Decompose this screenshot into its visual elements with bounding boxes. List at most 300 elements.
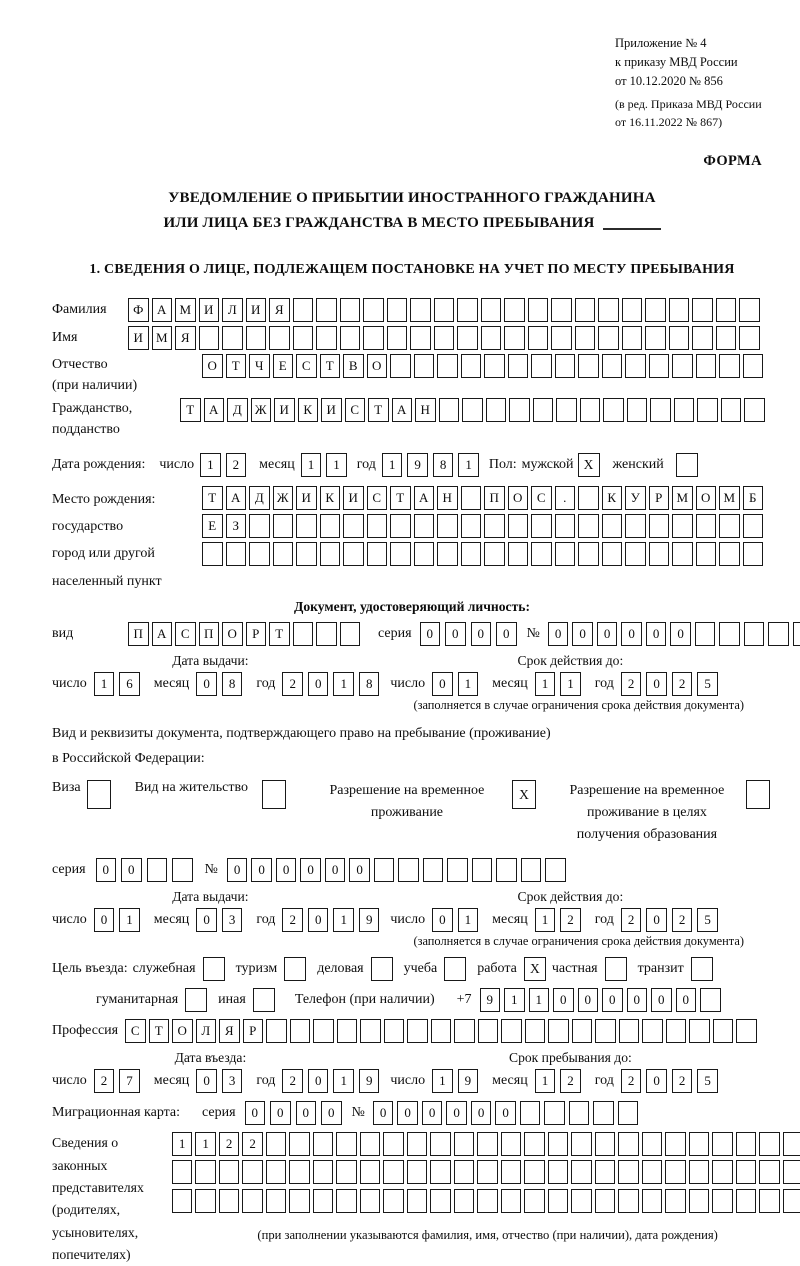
char-cell[interactable]: [700, 988, 721, 1012]
char-cell[interactable]: [575, 298, 596, 322]
char-cell[interactable]: Р: [243, 1019, 264, 1043]
char-cell[interactable]: [602, 514, 623, 538]
char-cell[interactable]: [743, 354, 764, 378]
char-cell[interactable]: Т: [368, 398, 389, 422]
char-cell[interactable]: 2: [672, 672, 693, 696]
char-cell[interactable]: [618, 1160, 639, 1184]
char-cell[interactable]: [556, 398, 577, 422]
char-cell[interactable]: 1: [535, 672, 556, 696]
char-cell[interactable]: [457, 326, 478, 350]
char-cell[interactable]: Ж: [251, 398, 272, 422]
char-cell[interactable]: [508, 514, 529, 538]
char-cell[interactable]: З: [226, 514, 247, 538]
char-cell[interactable]: Л: [196, 1019, 217, 1043]
char-cell[interactable]: 2: [226, 453, 247, 477]
char-cell[interactable]: 0: [646, 1069, 667, 1093]
char-cell[interactable]: [430, 1132, 451, 1156]
char-cell[interactable]: [289, 1132, 310, 1156]
char-cell[interactable]: [602, 354, 623, 378]
char-cell[interactable]: Т: [180, 398, 201, 422]
char-cell[interactable]: [528, 298, 549, 322]
char-cell[interactable]: 1: [195, 1132, 216, 1156]
char-cell[interactable]: [695, 622, 716, 646]
char-cell[interactable]: [783, 1160, 800, 1184]
char-cell[interactable]: [759, 1189, 780, 1213]
char-cell[interactable]: [669, 326, 690, 350]
char-cell[interactable]: [147, 858, 168, 882]
char-cell[interactable]: [242, 1160, 263, 1184]
char-cell[interactable]: Н: [415, 398, 436, 422]
char-cell[interactable]: [666, 1019, 687, 1043]
char-cell[interactable]: [595, 1189, 616, 1213]
char-cell[interactable]: [461, 486, 482, 510]
char-cell[interactable]: 9: [359, 908, 380, 932]
char-cell[interactable]: 0: [646, 908, 667, 932]
char-cell[interactable]: [289, 1160, 310, 1184]
char-cell[interactable]: [390, 514, 411, 538]
char-cell[interactable]: [645, 326, 666, 350]
char-cell[interactable]: Д: [227, 398, 248, 422]
char-cell[interactable]: [524, 1132, 545, 1156]
char-cell[interactable]: А: [204, 398, 225, 422]
purpose-transit-checkbox[interactable]: [691, 957, 713, 981]
char-cell[interactable]: [414, 542, 435, 566]
char-cell[interactable]: [481, 298, 502, 322]
char-cell[interactable]: [439, 398, 460, 422]
char-cell[interactable]: М: [175, 298, 196, 322]
char-cell[interactable]: [649, 514, 670, 538]
char-cell[interactable]: 0: [325, 858, 346, 882]
char-cell[interactable]: 3: [222, 908, 243, 932]
purpose-business-checkbox[interactable]: [203, 957, 225, 981]
char-cell[interactable]: [719, 514, 740, 538]
char-cell[interactable]: 2: [560, 908, 581, 932]
char-cell[interactable]: [383, 1132, 404, 1156]
char-cell[interactable]: [320, 542, 341, 566]
char-cell[interactable]: 1: [535, 908, 556, 932]
char-cell[interactable]: 0: [553, 988, 574, 1012]
char-cell[interactable]: [296, 542, 317, 566]
char-cell[interactable]: О: [367, 354, 388, 378]
char-cell[interactable]: [665, 1160, 686, 1184]
char-cell[interactable]: Д: [249, 486, 270, 510]
char-cell[interactable]: [578, 542, 599, 566]
char-cell[interactable]: 2: [672, 1069, 693, 1093]
char-cell[interactable]: [336, 1189, 357, 1213]
char-cell[interactable]: 0: [495, 1101, 516, 1125]
char-cell[interactable]: [743, 514, 764, 538]
char-cell[interactable]: С: [175, 622, 196, 646]
char-cell[interactable]: [202, 542, 223, 566]
char-cell[interactable]: Б: [743, 486, 764, 510]
char-cell[interactable]: [501, 1160, 522, 1184]
char-cell[interactable]: 5: [697, 908, 718, 932]
char-cell[interactable]: 0: [670, 622, 691, 646]
char-cell[interactable]: [316, 326, 337, 350]
char-cell[interactable]: 2: [282, 672, 303, 696]
char-cell[interactable]: [457, 298, 478, 322]
char-cell[interactable]: [783, 1132, 800, 1156]
char-cell[interactable]: [266, 1189, 287, 1213]
char-cell[interactable]: [569, 1101, 590, 1125]
char-cell[interactable]: С: [296, 354, 317, 378]
char-cell[interactable]: [431, 1019, 452, 1043]
char-cell[interactable]: [544, 1101, 565, 1125]
char-cell[interactable]: [423, 858, 444, 882]
char-cell[interactable]: [696, 514, 717, 538]
char-cell[interactable]: [484, 354, 505, 378]
char-cell[interactable]: [484, 514, 505, 538]
char-cell[interactable]: [410, 298, 431, 322]
char-cell[interactable]: [665, 1132, 686, 1156]
char-cell[interactable]: Т: [149, 1019, 170, 1043]
char-cell[interactable]: 0: [308, 908, 329, 932]
char-cell[interactable]: [783, 1189, 800, 1213]
char-cell[interactable]: [273, 542, 294, 566]
char-cell[interactable]: [716, 298, 737, 322]
char-cell[interactable]: 5: [697, 672, 718, 696]
char-cell[interactable]: 0: [121, 858, 142, 882]
char-cell[interactable]: [195, 1189, 216, 1213]
char-cell[interactable]: [548, 1189, 569, 1213]
char-cell[interactable]: [618, 1189, 639, 1213]
char-cell[interactable]: 1: [119, 908, 140, 932]
char-cell[interactable]: [195, 1160, 216, 1184]
char-cell[interactable]: 9: [359, 1069, 380, 1093]
char-cell[interactable]: [266, 1132, 287, 1156]
char-cell[interactable]: А: [392, 398, 413, 422]
temp-residence-checkbox[interactable]: X: [512, 780, 536, 809]
char-cell[interactable]: [689, 1160, 710, 1184]
char-cell[interactable]: [454, 1019, 475, 1043]
char-cell[interactable]: [712, 1189, 733, 1213]
char-cell[interactable]: [627, 398, 648, 422]
char-cell[interactable]: Я: [175, 326, 196, 350]
char-cell[interactable]: М: [719, 486, 740, 510]
char-cell[interactable]: [289, 1189, 310, 1213]
char-cell[interactable]: 0: [397, 1101, 418, 1125]
char-cell[interactable]: И: [246, 298, 267, 322]
char-cell[interactable]: [665, 1189, 686, 1213]
char-cell[interactable]: [744, 622, 765, 646]
char-cell[interactable]: 0: [373, 1101, 394, 1125]
char-cell[interactable]: [249, 514, 270, 538]
char-cell[interactable]: [531, 354, 552, 378]
char-cell[interactable]: 0: [496, 622, 517, 646]
char-cell[interactable]: [486, 398, 507, 422]
char-cell[interactable]: Т: [390, 486, 411, 510]
char-cell[interactable]: [367, 542, 388, 566]
char-cell[interactable]: 1: [333, 908, 354, 932]
char-cell[interactable]: 0: [349, 858, 370, 882]
char-cell[interactable]: 1: [458, 908, 479, 932]
char-cell[interactable]: К: [320, 486, 341, 510]
char-cell[interactable]: 0: [627, 988, 648, 1012]
char-cell[interactable]: [313, 1160, 334, 1184]
char-cell[interactable]: [603, 398, 624, 422]
char-cell[interactable]: 2: [560, 1069, 581, 1093]
char-cell[interactable]: [736, 1132, 757, 1156]
char-cell[interactable]: 0: [471, 1101, 492, 1125]
char-cell[interactable]: [478, 1019, 499, 1043]
char-cell[interactable]: Ч: [249, 354, 270, 378]
char-cell[interactable]: С: [345, 398, 366, 422]
char-cell[interactable]: [226, 542, 247, 566]
char-cell[interactable]: [290, 1019, 311, 1043]
char-cell[interactable]: [642, 1160, 663, 1184]
char-cell[interactable]: Т: [226, 354, 247, 378]
char-cell[interactable]: [697, 398, 718, 422]
purpose-work-checkbox[interactable]: X: [524, 957, 546, 981]
char-cell[interactable]: [246, 326, 267, 350]
char-cell[interactable]: [269, 326, 290, 350]
char-cell[interactable]: 0: [621, 622, 642, 646]
char-cell[interactable]: [293, 622, 314, 646]
char-cell[interactable]: 1: [432, 1069, 453, 1093]
char-cell[interactable]: [313, 1019, 334, 1043]
char-cell[interactable]: [721, 398, 742, 422]
char-cell[interactable]: [461, 354, 482, 378]
char-cell[interactable]: 2: [621, 1069, 642, 1093]
char-cell[interactable]: А: [226, 486, 247, 510]
char-cell[interactable]: [545, 858, 566, 882]
char-cell[interactable]: [555, 354, 576, 378]
char-cell[interactable]: [434, 326, 455, 350]
char-cell[interactable]: [595, 1132, 616, 1156]
char-cell[interactable]: 0: [471, 622, 492, 646]
char-cell[interactable]: [642, 1019, 663, 1043]
char-cell[interactable]: [692, 298, 713, 322]
char-cell[interactable]: [548, 1160, 569, 1184]
gender-female-checkbox[interactable]: [676, 453, 698, 477]
char-cell[interactable]: [387, 298, 408, 322]
char-cell[interactable]: 2: [621, 908, 642, 932]
char-cell[interactable]: [744, 398, 765, 422]
char-cell[interactable]: 0: [196, 908, 217, 932]
char-cell[interactable]: [454, 1189, 475, 1213]
char-cell[interactable]: [447, 858, 468, 882]
char-cell[interactable]: [363, 326, 384, 350]
char-cell[interactable]: [672, 354, 693, 378]
char-cell[interactable]: [477, 1132, 498, 1156]
char-cell[interactable]: [504, 298, 525, 322]
char-cell[interactable]: [759, 1160, 780, 1184]
char-cell[interactable]: 0: [308, 1069, 329, 1093]
char-cell[interactable]: [689, 1019, 710, 1043]
char-cell[interactable]: [719, 354, 740, 378]
char-cell[interactable]: [669, 298, 690, 322]
char-cell[interactable]: [337, 1019, 358, 1043]
char-cell[interactable]: [736, 1189, 757, 1213]
char-cell[interactable]: [316, 622, 337, 646]
char-cell[interactable]: [692, 326, 713, 350]
char-cell[interactable]: Е: [202, 514, 223, 538]
char-cell[interactable]: [242, 1189, 263, 1213]
char-cell[interactable]: [739, 298, 760, 322]
char-cell[interactable]: [508, 542, 529, 566]
char-cell[interactable]: [602, 542, 623, 566]
char-cell[interactable]: [472, 858, 493, 882]
char-cell[interactable]: [313, 1189, 334, 1213]
char-cell[interactable]: [578, 514, 599, 538]
char-cell[interactable]: [398, 858, 419, 882]
char-cell[interactable]: [622, 298, 643, 322]
char-cell[interactable]: [719, 622, 740, 646]
residence-permit-checkbox[interactable]: [262, 780, 286, 809]
char-cell[interactable]: [520, 1101, 541, 1125]
char-cell[interactable]: [414, 514, 435, 538]
char-cell[interactable]: 0: [308, 672, 329, 696]
char-cell[interactable]: [437, 354, 458, 378]
char-cell[interactable]: 6: [119, 672, 140, 696]
char-cell[interactable]: О: [696, 486, 717, 510]
char-cell[interactable]: [360, 1132, 381, 1156]
char-cell[interactable]: [645, 298, 666, 322]
char-cell[interactable]: [689, 1189, 710, 1213]
char-cell[interactable]: [363, 298, 384, 322]
char-cell[interactable]: 1: [458, 672, 479, 696]
char-cell[interactable]: [619, 1019, 640, 1043]
char-cell[interactable]: Ж: [273, 486, 294, 510]
char-cell[interactable]: [390, 354, 411, 378]
char-cell[interactable]: [407, 1132, 428, 1156]
char-cell[interactable]: [649, 542, 670, 566]
char-cell[interactable]: [625, 354, 646, 378]
char-cell[interactable]: [172, 1160, 193, 1184]
char-cell[interactable]: [743, 542, 764, 566]
char-cell[interactable]: [674, 398, 695, 422]
char-cell[interactable]: 0: [548, 622, 569, 646]
char-cell[interactable]: [219, 1189, 240, 1213]
char-cell[interactable]: [484, 542, 505, 566]
char-cell[interactable]: О: [508, 486, 529, 510]
char-cell[interactable]: [593, 1101, 614, 1125]
char-cell[interactable]: 8: [433, 453, 454, 477]
char-cell[interactable]: 2: [282, 908, 303, 932]
char-cell[interactable]: 0: [446, 1101, 467, 1125]
char-cell[interactable]: [524, 1189, 545, 1213]
char-cell[interactable]: Е: [273, 354, 294, 378]
char-cell[interactable]: [555, 514, 576, 538]
char-cell[interactable]: [340, 622, 361, 646]
char-cell[interactable]: 8: [359, 672, 380, 696]
char-cell[interactable]: [504, 326, 525, 350]
char-cell[interactable]: 2: [621, 672, 642, 696]
char-cell[interactable]: [199, 326, 220, 350]
char-cell[interactable]: [509, 398, 530, 422]
char-cell[interactable]: 2: [242, 1132, 263, 1156]
char-cell[interactable]: [696, 354, 717, 378]
char-cell[interactable]: [462, 398, 483, 422]
char-cell[interactable]: 0: [300, 858, 321, 882]
char-cell[interactable]: [618, 1132, 639, 1156]
visa-checkbox[interactable]: [87, 780, 111, 809]
char-cell[interactable]: [625, 542, 646, 566]
char-cell[interactable]: М: [152, 326, 173, 350]
char-cell[interactable]: [477, 1160, 498, 1184]
char-cell[interactable]: 0: [96, 858, 117, 882]
char-cell[interactable]: [336, 1160, 357, 1184]
char-cell[interactable]: 9: [407, 453, 428, 477]
char-cell[interactable]: П: [484, 486, 505, 510]
char-cell[interactable]: [454, 1160, 475, 1184]
char-cell[interactable]: Т: [320, 354, 341, 378]
char-cell[interactable]: [336, 1132, 357, 1156]
char-cell[interactable]: [525, 1019, 546, 1043]
char-cell[interactable]: 8: [222, 672, 243, 696]
char-cell[interactable]: [625, 514, 646, 538]
char-cell[interactable]: [598, 298, 619, 322]
char-cell[interactable]: [293, 326, 314, 350]
char-cell[interactable]: [712, 1160, 733, 1184]
char-cell[interactable]: [649, 354, 670, 378]
char-cell[interactable]: [430, 1160, 451, 1184]
char-cell[interactable]: [571, 1132, 592, 1156]
char-cell[interactable]: [551, 298, 572, 322]
char-cell[interactable]: 0: [572, 622, 593, 646]
char-cell[interactable]: [360, 1189, 381, 1213]
char-cell[interactable]: К: [298, 398, 319, 422]
char-cell[interactable]: [172, 858, 193, 882]
char-cell[interactable]: [716, 326, 737, 350]
char-cell[interactable]: [598, 326, 619, 350]
char-cell[interactable]: [454, 1132, 475, 1156]
char-cell[interactable]: [571, 1189, 592, 1213]
char-cell[interactable]: [572, 1019, 593, 1043]
char-cell[interactable]: [501, 1019, 522, 1043]
char-cell[interactable]: [622, 326, 643, 350]
char-cell[interactable]: Т: [269, 622, 290, 646]
char-cell[interactable]: [343, 514, 364, 538]
char-cell[interactable]: [642, 1189, 663, 1213]
char-cell[interactable]: [713, 1019, 734, 1043]
char-cell[interactable]: [390, 542, 411, 566]
char-cell[interactable]: [437, 514, 458, 538]
char-cell[interactable]: 2: [94, 1069, 115, 1093]
char-cell[interactable]: [407, 1160, 428, 1184]
char-cell[interactable]: 0: [296, 1101, 317, 1125]
temp-residence-education-checkbox[interactable]: [746, 780, 770, 809]
char-cell[interactable]: [407, 1019, 428, 1043]
char-cell[interactable]: 0: [646, 622, 667, 646]
char-cell[interactable]: А: [152, 622, 173, 646]
char-cell[interactable]: [595, 1160, 616, 1184]
char-cell[interactable]: [650, 398, 671, 422]
char-cell[interactable]: О: [222, 622, 243, 646]
char-cell[interactable]: 0: [245, 1101, 266, 1125]
char-cell[interactable]: [410, 326, 431, 350]
char-cell[interactable]: [531, 514, 552, 538]
char-cell[interactable]: [578, 486, 599, 510]
char-cell[interactable]: [672, 542, 693, 566]
char-cell[interactable]: С: [367, 486, 388, 510]
char-cell[interactable]: Р: [246, 622, 267, 646]
char-cell[interactable]: 0: [445, 622, 466, 646]
char-cell[interactable]: Л: [222, 298, 243, 322]
char-cell[interactable]: Ф: [128, 298, 149, 322]
purpose-private-checkbox[interactable]: [605, 957, 627, 981]
char-cell[interactable]: 0: [270, 1101, 291, 1125]
char-cell[interactable]: [273, 514, 294, 538]
char-cell[interactable]: 0: [651, 988, 672, 1012]
char-cell[interactable]: [477, 1189, 498, 1213]
char-cell[interactable]: [313, 1132, 334, 1156]
char-cell[interactable]: [320, 514, 341, 538]
char-cell[interactable]: [528, 326, 549, 350]
char-cell[interactable]: 9: [458, 1069, 479, 1093]
gender-male-checkbox[interactable]: X: [578, 453, 600, 477]
char-cell[interactable]: А: [152, 298, 173, 322]
